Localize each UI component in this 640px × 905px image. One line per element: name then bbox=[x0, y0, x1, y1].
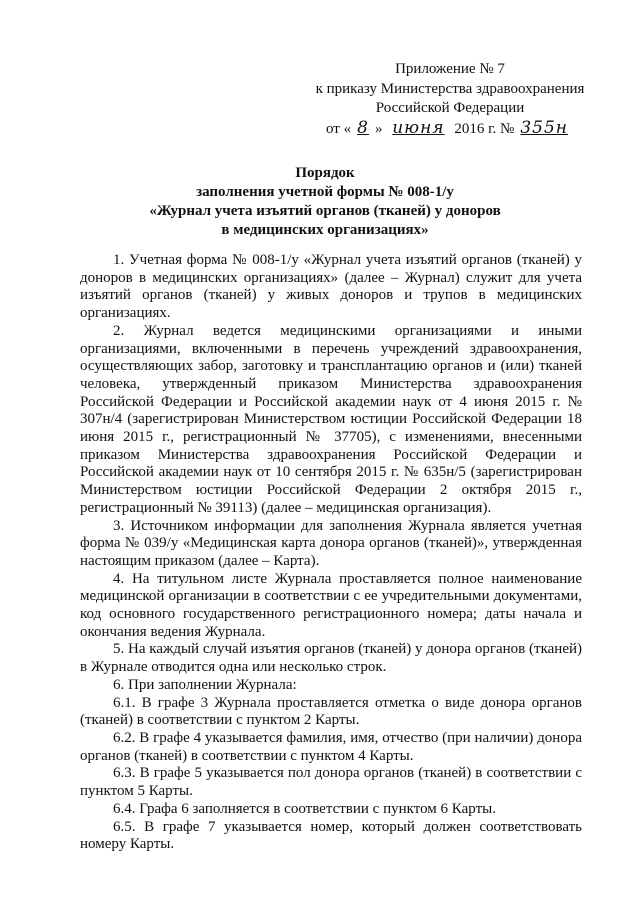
document-title bbox=[90, 164, 560, 240]
paragraph-6-5: 6.5. В графе 7 указывается номер, который должен соответствовать номеру Карты. bbox=[80, 818, 582, 853]
paragraph-6: 6. При заполнении Журнала: bbox=[113, 676, 297, 693]
title-line-2: заполнения учетной формы № 008-1/у bbox=[196, 184, 454, 200]
handwritten-number: 355н bbox=[520, 117, 568, 138]
appendix-header bbox=[290, 60, 610, 139]
date-mid: » bbox=[374, 120, 383, 137]
document-body bbox=[80, 252, 582, 854]
paragraph-2: 2. Журнал ведется медицинскими организациями и иными организациями, включенными в перечень учреждений здравоохранения, осуществляющих забор, заготовку и трансплантацию органов и (или) тканей человека, утвержденный приказом Министерства здравоохранения Российской Федерации и Российской академии наук от 4 июня 2015 г. № 307н/4 (зарегистрирован Министерством юстиции Российской Федерации 18 июня 2015 г., регистрационный № 37705), с изменениями, внесенными приказом Министерства здравоохранения Российской Федерации и Российской академии наук от 10 сентября 2015 г. № 635н/5 (зарегистрирован Министерством юстиции Российской Федерации 2 октября 2015 г., регистрационный № 39113) (далее – медицинская организация). bbox=[80, 322, 582, 516]
paragraph-6-2: 6.2. В графе 4 указывается фамилия, имя, отчество (при наличии) донора органов (тканей) в соответствии с пунктом 4 Карты. bbox=[80, 729, 582, 764]
appendix-order-ref: к приказу Министерства здравоохранения bbox=[315, 80, 585, 97]
paragraph-6-1: 6.1. В графе 3 Журнала проставляется отметка о виде донора органов (тканей) в соответствии с пунктом 2 Карты. bbox=[80, 694, 582, 729]
paragraph-3: 3. Источником информации для заполнения Журнала является учетная форма № 039/у «Медицинская карта донора органов (тканей)», утвержденная настоящим приказом (далее – Карта). bbox=[80, 517, 582, 569]
appendix-ministry: Российской Федерации bbox=[375, 100, 525, 116]
title-line-4: в медицинских организациях» bbox=[221, 222, 429, 238]
paragraph-4: 4. На титульном листе Журнала проставляется полное наименование медицинской организации в соответствии с ее учредительными документами, код основного государственного регистрационного номера; даты начала и окончания ведения Журнала. bbox=[80, 570, 582, 640]
appendix-number: Приложение № 7 bbox=[395, 61, 505, 77]
title-line-1: Порядок bbox=[295, 165, 355, 181]
paragraph-5: 5. На каждый случай изъятия органов (тканей) у донора органов (тканей) в Журнале отводится одна или несколько строк. bbox=[80, 641, 582, 676]
handwritten-month: июня bbox=[392, 117, 445, 138]
year-text: 2016 г. № bbox=[454, 120, 515, 137]
date-prefix: от « bbox=[326, 120, 352, 137]
appendix-date-line bbox=[290, 119, 610, 140]
title-line-3: «Журнал учета изъятий органов (тканей) у доноров bbox=[149, 203, 501, 219]
paragraph-6-4: 6.4. Графа 6 заполняется в соответствии с пунктом 6 Карты. bbox=[113, 800, 496, 817]
paragraph-6-3: 6.3. В графе 5 указывается пол донора органов (тканей) в соответствии с пунктом 5 Карты. bbox=[80, 765, 582, 800]
handwritten-day: 8 bbox=[357, 117, 369, 138]
paragraph-1: 1. Учетная форма № 008-1/у «Журнал учета изъятий органов (тканей) у доноров в медицинских организациях» (далее – Журнал) служит для учета изъятий органов (тканей) у живых доноров и трупов в медицинских организациях. bbox=[80, 252, 582, 322]
